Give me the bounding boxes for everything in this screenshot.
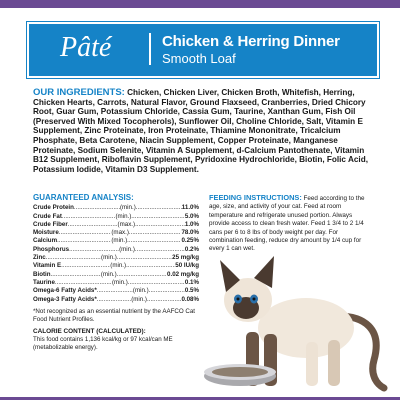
dot-leader [149,287,185,295]
feeding-section [209,194,371,254]
nutrient-value: 0.1% [184,278,199,286]
nutrient-value: 5.0% [184,212,199,220]
dot-leader [57,237,111,245]
nutrient-name: Crude Fiber [33,220,68,228]
texture-subtitle: Smooth Loaf [162,51,236,66]
analysis-row [33,246,199,254]
nutrient-value: 0.25% [181,237,199,245]
ingredients-section [33,88,369,174]
nutrient-name: Phosphorus [33,245,70,253]
dot-leader [61,262,110,270]
ingredients-text: Chicken, Chicken Liver, Chicken Broth, Whitefish, Herring, Chicken Hearts, Carrots, Natural Flavor, Ground Flaxseed, Cranberries, Dried Chicory Root, Guar Gum, Potassium Chloride, Cassia Gum, Taurine, Xanthan Gum, Fish Oil (Preserved With Mixed Tocopherols), Sunflower Oil, Choline Chloride, Salt, Vitamin E Supplement, Zinc Proteinate, Iron Proteinate, Thiamine Mononitrate, Tricalcium Phosphate, Beta Carotene, Niacin Supplement, Copper Proteinate, Manganese Proteinate, Sodium Selenite, Vitamin A Supplement, d-Calcium Pantothenate, Vitamin B12 Supplement, Riboflavin Supplement, Pyridoxine Hydrochloride, Biotin, Folic Acid, Potassium Iodide, Vitamin D3 Supplement. [33,88,368,174]
analysis-row [33,262,199,270]
analysis-footnote: *Not recognized as an essential nutrient by the AAFCO Cat Food Nutrient Profiles. [33,307,195,323]
dot-leader [117,254,172,262]
calorie-heading: CALORIE CONTENT (CALCULATED): [33,327,146,335]
dot-leader [68,221,118,229]
dot-leader [117,271,167,279]
guaranteed-analysis-section [33,194,199,352]
ingredients-heading: OUR INGREDIENTS: [33,87,125,98]
nutrient-basis: (max.) [117,220,136,228]
dot-leader [97,287,133,295]
nutrient-name: Crude Protein [33,204,74,212]
nutrient-basis: (min.) [115,212,132,220]
nutrient-basis: (min.) [110,262,127,270]
nutrient-name: Crude Fat [33,212,62,220]
dot-leader [127,237,181,245]
kitten-with-bowl-image [198,256,388,396]
nutrient-name: Taurine [33,278,55,286]
analysis-row [33,271,199,279]
dot-leader [46,254,101,262]
nutrient-value: 78.0% [181,229,199,237]
nutrient-basis: (min.) [101,254,117,262]
nutrient-value: 1.0% [184,220,199,228]
calorie-text: This food contains 1,136 kcal/kg or 97 kcal/can ME (metabolizable energy). [33,336,173,352]
dot-leader [51,271,101,279]
feeding-text: Feed according to the age, size, and activity of your cat. Feed at room temperature and refrigerate unused portion. Always provide access to clean fresh water. Feed 1 3/4 to 2 1/4 cans per 6 to 8 lbs of body weight per day. For combination feeding, reduce dry amount by 1/4 cup for every 1 can wet. [209,195,365,253]
nutrient-name: Omega-6 Fatty Acids* [33,287,97,295]
nutrient-name: Calcium [33,237,58,245]
analysis-row [33,287,199,295]
analysis-row [33,204,199,212]
analysis-table [33,204,199,304]
dot-leader [131,213,185,221]
dot-leader [69,246,119,254]
banner-divider [149,33,151,65]
analysis-row [33,296,199,304]
dot-leader [128,279,185,287]
nutrient-basis: (min.) [111,237,128,245]
analysis-row [33,229,199,237]
nutrient-basis: (min.) [131,295,147,303]
nutrient-basis: (max.) [111,229,129,237]
analysis-row [33,279,199,287]
nutrient-value: 50 IU/kg [175,262,200,270]
nutrient-basis: (min.) [100,270,117,278]
nutrient-name: Zinc [33,254,46,262]
analysis-row [33,254,199,262]
dot-leader [59,229,112,237]
nutrient-basis: (min.) [111,278,128,286]
dot-leader [147,296,181,304]
nutrient-basis: (min.) [119,245,135,253]
nutrient-name: Biotin [33,270,51,278]
dot-leader [126,262,175,270]
dot-leader [55,279,112,287]
dot-leader [97,296,131,304]
nutrient-value: 11.0% [181,204,199,212]
analysis-row [33,213,199,221]
nutrient-value: 0.08% [181,295,199,303]
analysis-row [33,221,199,229]
nutrient-value: 25 mg/kg [172,254,199,262]
dot-leader [136,204,182,212]
feeding-heading: FEEDING INSTRUCTIONS: [209,193,302,202]
brand-name: Pâté [60,32,112,63]
nutrient-name: Vitamin E [33,262,62,270]
nutrient-basis: (min.) [119,204,136,212]
nutrient-name: Omega-3 Fatty Acids* [33,295,97,303]
analysis-row [33,237,199,245]
nutrient-basis: (min.) [132,287,149,295]
dot-leader [74,204,120,212]
top-color-strip [0,0,400,8]
dot-leader [135,221,185,229]
dot-leader [129,229,182,237]
nutrient-value: 0.5% [184,287,199,295]
analysis-heading: GUARANTEED ANALYSIS: [33,193,134,202]
dot-leader [135,246,185,254]
nutrient-name: Moisture [33,229,59,237]
nutrient-value: 0.02 mg/kg [167,270,200,278]
dot-leader [62,213,116,221]
nutrient-value: 0.2% [184,245,199,253]
flavor-title: Chicken & Herring Dinner [162,33,340,50]
